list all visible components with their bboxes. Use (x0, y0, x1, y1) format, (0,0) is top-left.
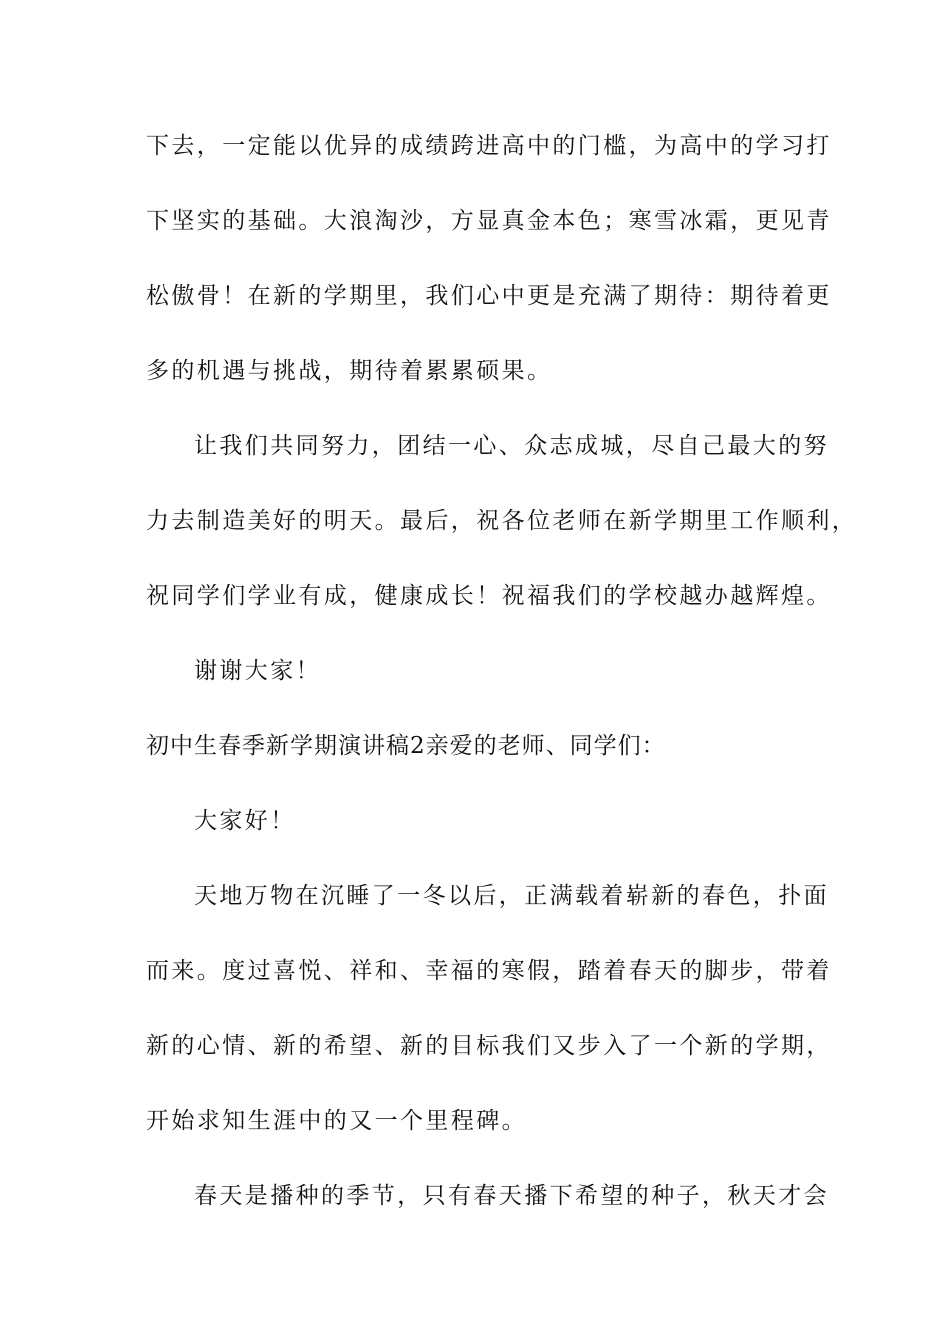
greeting-line: 大家好！ (194, 808, 296, 834)
section-heading: 初中生春季新学期演讲稿2亲爱的老师、同学们： (146, 733, 666, 759)
text-line: 开始求知生涯中的又一个里程碑。 (146, 1108, 527, 1134)
paragraph-start-line: 春天是播种的季节，只有春天播下希望的种子，秋天才会 (194, 1183, 829, 1209)
text-line: 松傲骨！在新的学期里，我们心中更是充满了期待：期待着更 (146, 283, 832, 309)
text-line: 而来。度过喜悦、祥和、幸福的寒假，踏着春天的脚步，带着 (146, 958, 832, 984)
text-line: 下去，一定能以优异的成绩跨进高中的门槛，为高中的学习打 (146, 133, 832, 159)
text-line: 新的心情、新的希望、新的目标我们又步入了一个新的学期， (146, 1033, 832, 1059)
text-line: 下坚实的基础。大浪淘沙，方显真金本色；寒雪冰霜，更见青 (146, 208, 832, 234)
paragraph-start-line: 天地万物在沉睡了一冬以后，正满载着崭新的春色，扑面 (194, 883, 829, 909)
text-line: 力去制造美好的明天。最后，祝各位老师在新学期里工作顺利， (146, 508, 858, 534)
document-body (146, 128, 858, 1253)
text-line: 多的机遇与挑战，期待着累累硕果。 (146, 358, 553, 384)
thanks-line: 谢谢大家！ (194, 658, 321, 684)
text-line: 祝同学们学业有成，健康成长！祝福我们的学校越办越辉煌。 (146, 583, 832, 609)
paragraph-start-line: 让我们共同努力，团结一心、众志成城，尽自己最大的努 (194, 433, 829, 459)
